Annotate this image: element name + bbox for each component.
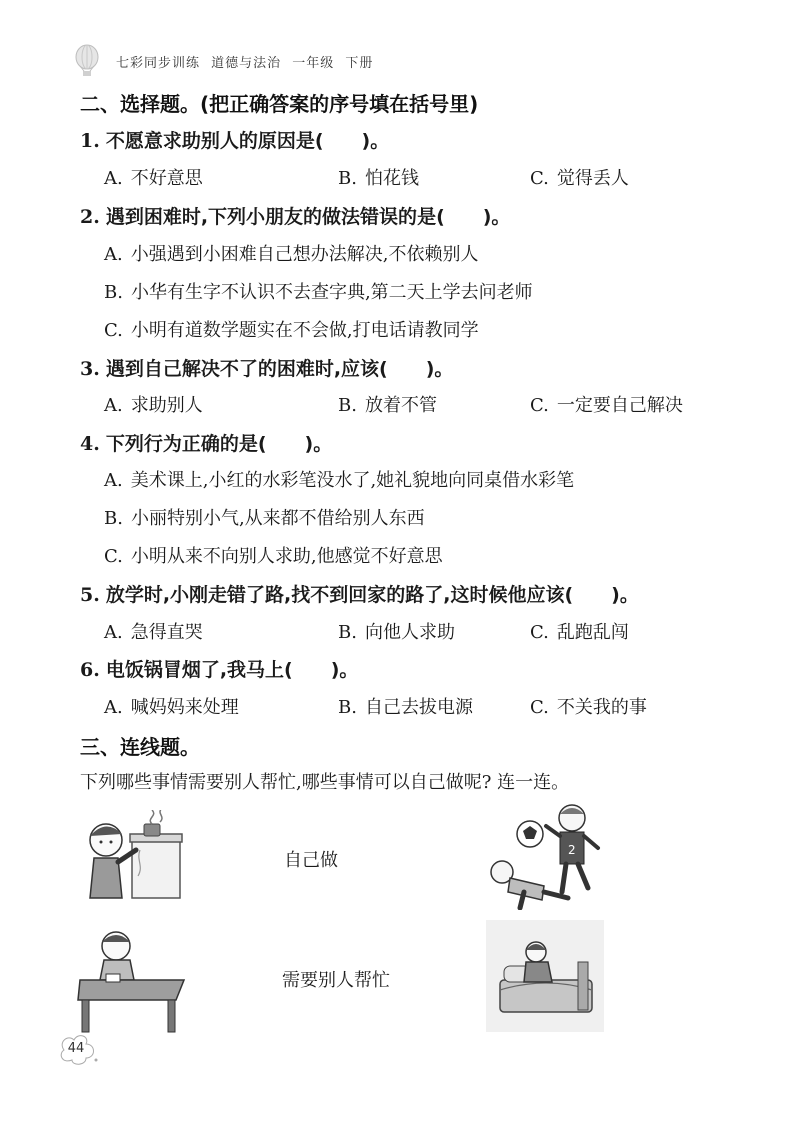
option-2a <box>104 240 478 266</box>
option-3c <box>530 391 683 417</box>
page-number-badge <box>56 1032 100 1068</box>
option-letter: B. <box>338 697 357 718</box>
option-letter: A. <box>104 470 123 491</box>
option-1b <box>338 164 419 190</box>
question-2 <box>80 202 510 229</box>
section3-title: 三、连线题。 <box>80 735 200 759</box>
option-text: 求助别人 <box>130 395 203 416</box>
question-5 <box>80 580 639 607</box>
option-text: 小明从来不向别人求助,他感觉不好意思 <box>130 546 443 567</box>
option-letter: C. <box>530 168 549 189</box>
option-5a <box>104 618 203 644</box>
kids-playing-soccer-illustration[interactable] <box>484 800 614 910</box>
option-4c <box>104 542 443 568</box>
question-stem: 下列行为正确的是( )。 <box>105 433 333 455</box>
option-letter: A. <box>104 622 123 643</box>
question-stem: 遇到困难时,下列小朋友的做法错误的是( )。 <box>105 206 511 228</box>
question-number: 6. <box>80 659 100 681</box>
option-3b <box>338 391 437 417</box>
header-title: 七彩同步训练 道德与法治 一年级 下册 <box>116 55 374 71</box>
option-letter: A. <box>104 395 123 416</box>
option-5b <box>338 618 455 644</box>
section2-title: 二、选择题。(把正确答案的序号填在括号里) <box>80 92 479 116</box>
option-letter: C. <box>530 697 549 718</box>
option-letter: B. <box>104 508 123 529</box>
balloon-logo-icon <box>72 44 102 78</box>
option-letter: C. <box>530 395 549 416</box>
option-text: 小丽特别小气,从来都不借给别人东西 <box>130 508 425 529</box>
option-3a <box>104 391 203 417</box>
option-1c <box>530 164 629 190</box>
option-letter: B. <box>338 168 357 189</box>
option-letter: A. <box>104 168 123 189</box>
svg-text:2: 2 <box>568 843 576 857</box>
option-6b <box>338 693 473 719</box>
option-text: 喊妈妈来处理 <box>130 697 239 718</box>
question-4 <box>80 429 332 456</box>
option-letter: B. <box>104 282 123 303</box>
option-text: 自己去拔电源 <box>364 697 473 718</box>
section3-instruction: 下列哪些事情需要别人帮忙,哪些事情可以自己做呢? 连一连。 <box>80 772 570 793</box>
question-stem: 遇到自己解决不了的困难时,应该( )。 <box>105 358 454 380</box>
option-letter: A. <box>104 697 123 718</box>
option-text: 小明有道数学题实在不会做,打电话请教同学 <box>130 320 479 341</box>
option-letter: B. <box>338 622 357 643</box>
option-text: 向他人求助 <box>364 622 455 643</box>
option-text: 觉得丢人 <box>556 168 629 189</box>
question-number: 3. <box>80 358 100 380</box>
option-text: 放着不管 <box>364 395 437 416</box>
option-2b <box>104 278 533 304</box>
option-text: 乱跑乱闯 <box>556 622 629 643</box>
option-letter: A. <box>104 244 123 265</box>
question-1 <box>80 126 389 153</box>
option-6a <box>104 693 239 719</box>
page-number: 44 <box>67 1041 85 1056</box>
option-1a <box>104 164 203 190</box>
option-letter: C. <box>104 320 123 341</box>
question-3 <box>80 354 453 381</box>
option-text: 不关我的事 <box>556 697 647 718</box>
question-number: 5. <box>80 584 100 606</box>
option-text: 急得直哭 <box>130 622 203 643</box>
option-5c <box>530 618 629 644</box>
question-stem: 电饭锅冒烟了,我马上( )。 <box>105 659 359 681</box>
child-smoke-stove-illustration[interactable] <box>80 810 190 900</box>
option-letter: C. <box>104 546 123 567</box>
match-label-self: 自己做 <box>284 850 338 871</box>
question-stem: 放学时,小刚走错了路,找不到回家的路了,这时候他应该( )。 <box>105 584 639 606</box>
question-6 <box>80 655 358 682</box>
option-letter: C. <box>530 622 549 643</box>
option-4a <box>104 466 574 492</box>
match-label-need-help: 需要别人帮忙 <box>282 970 390 991</box>
option-2c <box>104 316 479 342</box>
option-text: 不好意思 <box>130 168 203 189</box>
option-6c <box>530 693 647 719</box>
child-wiping-table-illustration[interactable] <box>76 924 188 1034</box>
question-number: 1. <box>80 130 100 152</box>
page-header <box>72 44 373 78</box>
option-text: 怕花钱 <box>364 168 419 189</box>
question-stem: 不愿意求助别人的原因是( )。 <box>105 130 390 152</box>
option-letter: B. <box>338 395 357 416</box>
option-text: 一定要自己解决 <box>556 395 683 416</box>
question-number: 2. <box>80 206 100 228</box>
question-number: 4. <box>80 433 100 455</box>
option-text: 美术课上,小红的水彩笔没水了,她礼貌地向同桌借水彩笔 <box>130 470 575 491</box>
option-text: 小华有生字不认识不去查字典,第二天上学去问老师 <box>130 282 533 303</box>
child-making-bed-illustration[interactable] <box>486 920 604 1032</box>
option-4b <box>104 504 425 530</box>
option-text: 小强遇到小困难自己想办法解决,不依赖别人 <box>130 244 479 265</box>
